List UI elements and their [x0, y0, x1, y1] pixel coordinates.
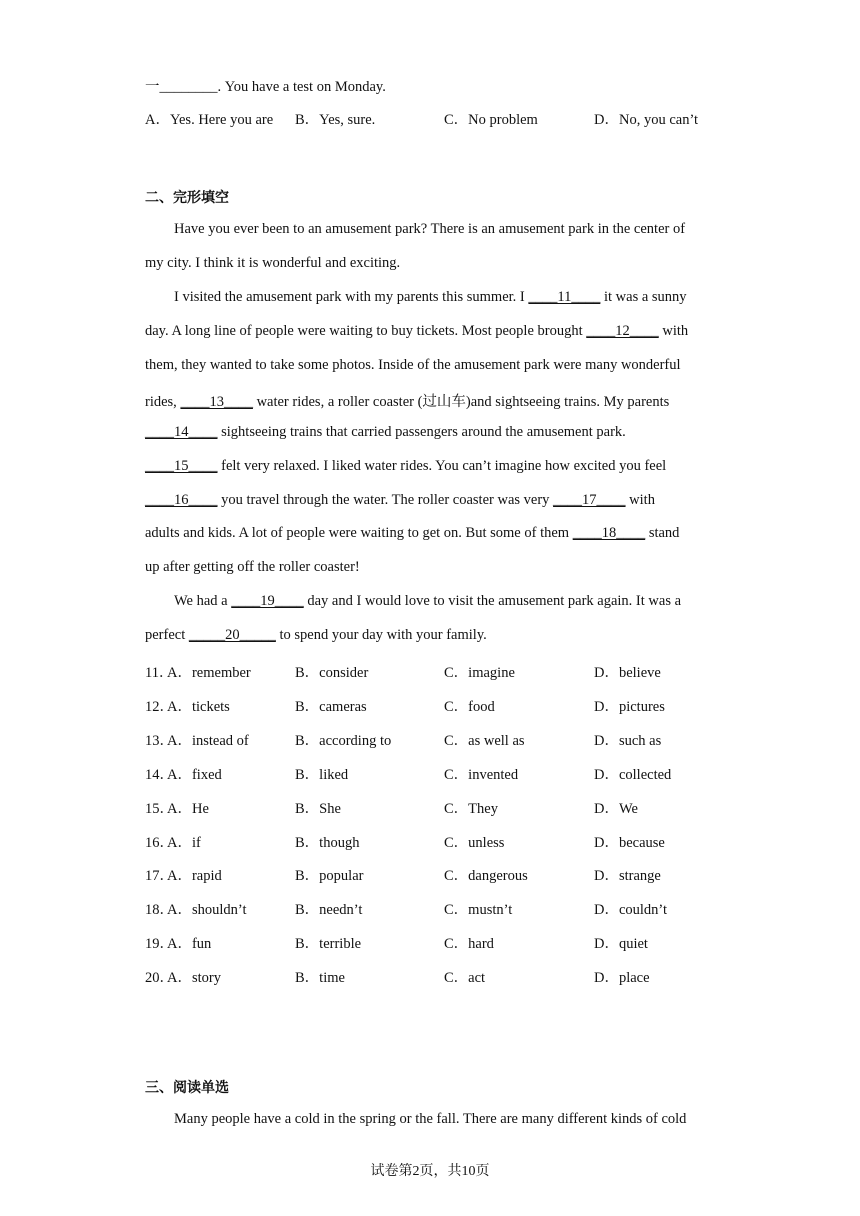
passage-line: [145, 424, 626, 441]
question-number: 17．: [145, 868, 174, 885]
question-number: 19．: [145, 936, 174, 953]
option-b[interactable]: B．cameras: [295, 698, 367, 715]
passage-text: water rides, a roller coaster (过山车)and sightseeing trains. My parents: [252, 394, 670, 410]
passage-text: to spend your day with your family.: [275, 627, 487, 643]
passage-line: [145, 390, 669, 411]
option-a[interactable]: A．story: [167, 970, 221, 987]
passage-line: [145, 627, 487, 644]
passage-line: Have you ever been to an amusement park? There is an amusement park in the center of: [174, 221, 686, 237]
option-c[interactable]: C．act: [444, 970, 486, 987]
option-c[interactable]: C．dangerous: [444, 868, 528, 885]
blank-20: _____20_____: [188, 627, 276, 643]
question-row: [145, 932, 765, 952]
option-a[interactable]: A．if: [167, 834, 201, 851]
option-d[interactable]: D．because: [594, 834, 665, 851]
question-row: [145, 661, 765, 681]
passage-line: my city. I think it is wonderful and exciting.: [145, 255, 401, 271]
option-a[interactable]: A．tickets: [167, 698, 230, 715]
passage-text: it was a sunny: [600, 289, 687, 305]
blank-13: ____13____: [180, 394, 253, 410]
passage-text: adults and kids. A lot of people were waiting to get on. But some of them: [145, 525, 573, 541]
option-c[interactable]: C．They: [444, 800, 498, 817]
passage-text: perfect: [145, 627, 189, 643]
option-d[interactable]: D．believe: [594, 665, 661, 681]
question-number: 20．: [145, 970, 174, 987]
q10-options: [145, 108, 765, 128]
page-footer: 试卷第2页，共10页: [370, 1164, 490, 1179]
option-b[interactable]: B．though: [295, 834, 360, 851]
passage-text: sightseeing trains that carried passengers around the amusement park.: [217, 424, 626, 440]
option-b[interactable]: B．needn’t: [295, 902, 363, 919]
option-d[interactable]: D．quiet: [594, 936, 648, 953]
question-number: 13．: [145, 732, 174, 749]
question-number: 15．: [145, 800, 174, 817]
option-c[interactable]: C．as well as: [444, 732, 525, 749]
option-a[interactable]: A．fun: [167, 936, 212, 953]
option-d[interactable]: D．couldn’t: [594, 902, 668, 919]
option-a[interactable]: A．rapid: [167, 868, 222, 885]
option-c[interactable]: C．invented: [444, 766, 519, 783]
passage-line: them, they wanted to take some photos. Inside of the amusement park were many wonderful: [145, 357, 681, 373]
passage-line: [174, 593, 681, 610]
blank-15: ____15____: [145, 458, 218, 474]
option-d[interactable]: D．collected: [594, 766, 672, 783]
passage-line: up after getting off the roller coaster!: [145, 559, 360, 575]
passage-line: [174, 289, 687, 306]
option-c[interactable]: C．imagine: [444, 665, 515, 681]
question-number: 18．: [145, 902, 174, 919]
passage-line: Many people have a cold in the spring or the fall. There are many different kinds of cold: [174, 1111, 687, 1127]
option-a[interactable]: A．fixed: [167, 766, 222, 783]
option-b[interactable]: B．popular: [295, 868, 364, 885]
option-a[interactable]: A．instead of: [167, 732, 249, 749]
option-c[interactable]: C．unless: [444, 834, 505, 851]
question-number: 11．: [145, 665, 174, 681]
option-c[interactable]: C．food: [444, 698, 495, 715]
question-row: [145, 763, 765, 783]
question-row: [145, 966, 765, 986]
question-row: [145, 831, 765, 851]
option-d[interactable]: D．place: [594, 970, 650, 987]
blank-19: ____19____: [231, 593, 304, 609]
question-row: [145, 797, 765, 817]
passage-text: day and I would love to visit the amusement park again. It was a: [303, 593, 682, 609]
question-row: [145, 729, 765, 749]
passage-line: [145, 525, 679, 542]
passage-text: with: [625, 492, 655, 508]
question-number: 16．: [145, 834, 174, 851]
blank-18: ____18____: [572, 525, 646, 541]
passage-line: [145, 458, 666, 475]
passage-text: We had a: [174, 593, 232, 609]
passage-text: rides,: [145, 394, 181, 410]
option-b[interactable]: B．She: [295, 800, 341, 817]
option-d[interactable]: D．strange: [594, 868, 661, 885]
question-row: [145, 695, 765, 715]
passage-text: I visited the amusement park with my parents this summer. I: [174, 289, 529, 305]
section2-heading: 二、完形填空: [145, 190, 229, 206]
option-a[interactable]: A．shouldn’t: [167, 902, 247, 919]
option-b[interactable]: B．consider: [295, 665, 369, 681]
blank-12: ____12____: [586, 323, 659, 339]
q10-option-b[interactable]: B．Yes, sure.: [295, 112, 376, 128]
blank-14: ____14____: [145, 424, 218, 440]
passage-text: stand: [645, 525, 680, 541]
option-b[interactable]: B．terrible: [295, 936, 362, 953]
blank-11: ____11____: [528, 289, 601, 305]
option-b[interactable]: B．liked: [295, 766, 349, 783]
passage-text: with: [658, 323, 689, 339]
passage-line: [145, 492, 655, 509]
option-d[interactable]: D．such as: [594, 732, 662, 749]
option-c[interactable]: C．mustn’t: [444, 902, 513, 919]
q10-option-c[interactable]: C．No problem: [444, 112, 538, 128]
passage-text: day. A long line of people were waiting to buy tickets. Most people brought: [145, 323, 587, 339]
option-d[interactable]: D．pictures: [594, 698, 665, 715]
option-a[interactable]: A．remember: [167, 665, 251, 681]
question-row: [145, 864, 765, 884]
passage-text: you travel through the water. The roller coaster was very: [217, 492, 554, 508]
question-number: 14．: [145, 766, 174, 783]
option-a[interactable]: A．He: [167, 800, 209, 817]
option-b[interactable]: B．according to: [295, 732, 392, 749]
passage-text: felt very relaxed. I liked water rides. You can’t imagine how excited you feel: [217, 458, 667, 474]
q10-option-d[interactable]: D．No, you can’t: [594, 112, 699, 128]
question-number: 12．: [145, 698, 174, 715]
blank-16: ____16____: [145, 492, 218, 508]
q10-option-a[interactable]: A．Yes. Here you are: [145, 112, 274, 128]
blank-17: ____17____: [553, 492, 626, 508]
question-row: [145, 898, 765, 918]
option-b[interactable]: B．time: [295, 970, 345, 987]
passage-line: [145, 323, 688, 340]
section3-heading: 三、阅读单选: [145, 1080, 229, 1096]
q10-prompt: 一________. You have a test on Monday.: [145, 79, 386, 95]
option-c[interactable]: C．hard: [444, 936, 494, 953]
option-d[interactable]: D．We: [594, 800, 638, 817]
